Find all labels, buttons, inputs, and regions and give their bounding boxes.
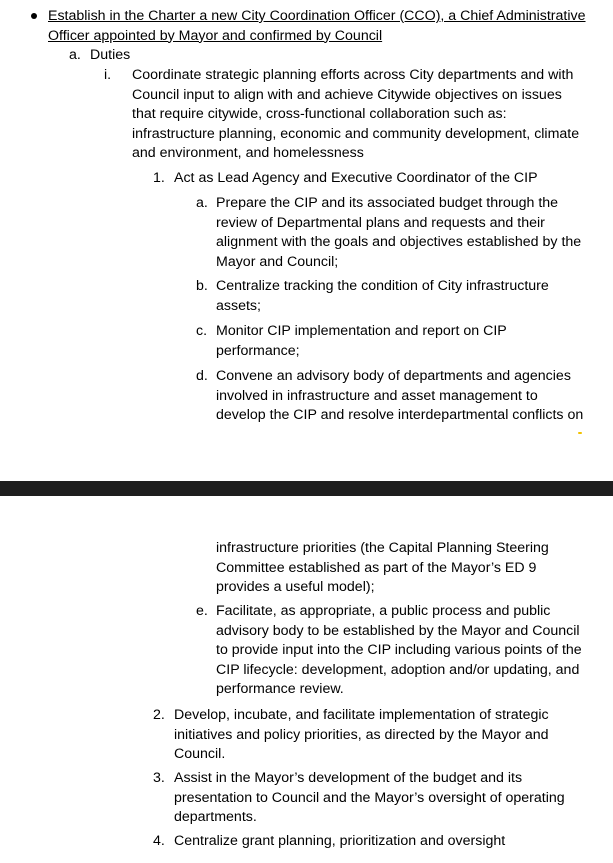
duties-label: Duties [90, 47, 131, 63]
bullet-text-cco: Establish in the Charter a new City Coordination Officer (CCO), a Chief Administrative Officer appointed by Mayor and confirmed by Council [48, 8, 586, 44]
item-1-marker: 1. [153, 170, 165, 186]
sub-c-text: Monitor CIP implementation and report on CIP performance; [216, 323, 507, 359]
item-4-text: Centralize grant planning, prioritization and oversight [174, 833, 506, 849]
item-4-marker: 4. [153, 833, 165, 849]
item-3-text: Assist in the Mayor’s development of the budget and its presentation to Council and the Mayor’s oversight of operating departments. [174, 770, 565, 825]
item-1-text: Act as Lead Agency and Executive Coordinator of the CIP [174, 170, 538, 186]
sub-a-marker: a. [196, 195, 208, 211]
document-page-bottom [0, 496, 613, 863]
item-3-marker: 3. [153, 770, 165, 786]
bullet-dot-icon [31, 13, 37, 19]
sub-b-marker: b. [196, 278, 208, 294]
sub-d-marker: d. [196, 368, 208, 384]
sub-e-marker: e. [196, 603, 208, 619]
sub-a-text: Prepare the CIP and its associated budget through the review of Departmental plans and requests and their alignment with the goals and objectives established by the Mayor and Council; [216, 195, 582, 270]
sub-b-text: Centralize tracking the condition of City infrastructure assets; [216, 278, 549, 314]
roman-i-text: Coordinate strategic planning efforts across City departments and with Council input to align with and achieve Citywide objectives on issues that require citywide, cross-functional collaboration such as: infrastructure planning, economic and community development, climate and environment, and homelessness [132, 67, 580, 161]
sub-d-continuation-text: infrastructure priorities (the Capital Planning Steering Committee established as part of the Mayor’s ED 9 provides a useful model); [216, 540, 549, 595]
roman-i-marker: i. [104, 67, 112, 83]
page-separator [0, 481, 613, 496]
item-2-marker: 2. [153, 707, 165, 723]
sub-d-text: Convene an advisory body of departments and agencies involved in infrastructure and asset management to develop the CIP and resolve interdepartmental conflicts on [216, 368, 584, 423]
item-2-text: Develop, incubate, and facilitate implementation of strategic initiatives and policy priorities, as directed by the Mayor and Council. [174, 707, 549, 762]
sub-e-text: Facilitate, as appropriate, a public process and public advisory body to be established by the Mayor and Council to provide input into the CIP including various points of the CIP lifecycle: development, adoption and/or updating, and performance review. [216, 603, 582, 697]
sub-c-marker: c. [196, 323, 208, 339]
duties-marker: a. [69, 47, 81, 63]
scan-speck [578, 432, 582, 434]
